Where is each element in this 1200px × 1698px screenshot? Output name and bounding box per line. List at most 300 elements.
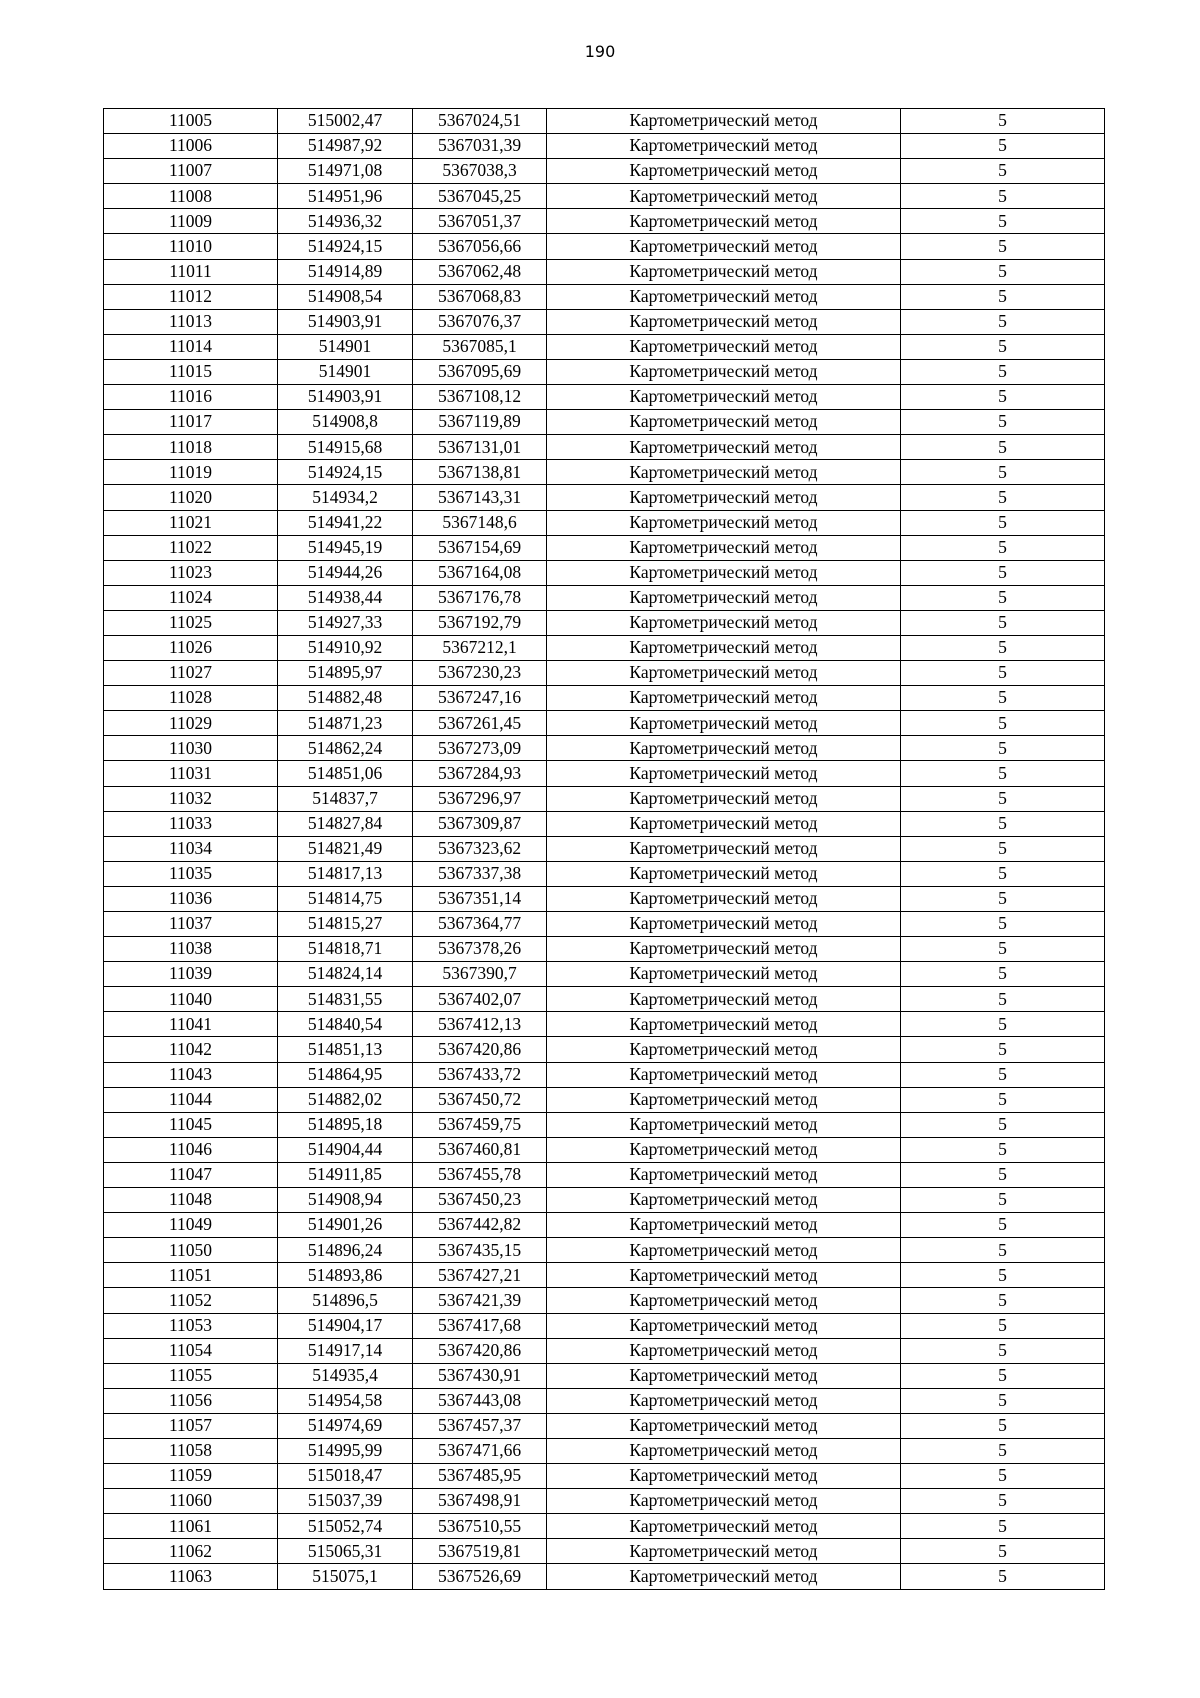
point-number-cell: 11053	[104, 1313, 278, 1338]
x-coordinate-cell: 514917,14	[278, 1338, 413, 1363]
accuracy-cell: 5	[901, 1188, 1105, 1213]
y-coordinate-cell: 5367323,62	[413, 836, 547, 861]
table-row	[104, 635, 1105, 660]
point-number-cell: 11056	[104, 1388, 278, 1413]
point-number-cell: 11049	[104, 1213, 278, 1238]
x-coordinate-cell: 514908,54	[278, 284, 413, 309]
y-coordinate-cell: 5367284,93	[413, 761, 547, 786]
table-row	[104, 610, 1105, 635]
accuracy-cell: 5	[901, 1338, 1105, 1363]
y-coordinate-cell: 5367045,25	[413, 184, 547, 209]
table-row	[104, 1388, 1105, 1413]
accuracy-cell: 5	[901, 585, 1105, 610]
accuracy-cell: 5	[901, 1288, 1105, 1313]
accuracy-cell: 5	[901, 886, 1105, 911]
y-coordinate-cell: 5367351,14	[413, 886, 547, 911]
method-cell: Картометрический метод	[547, 1514, 901, 1539]
point-number-cell: 11044	[104, 1087, 278, 1112]
accuracy-cell: 5	[901, 635, 1105, 660]
point-number-cell: 11035	[104, 861, 278, 886]
table-row	[104, 1012, 1105, 1037]
method-cell: Картометрический метод	[547, 485, 901, 510]
x-coordinate-cell: 514814,75	[278, 886, 413, 911]
y-coordinate-cell: 5367442,82	[413, 1213, 547, 1238]
point-number-cell: 11059	[104, 1464, 278, 1489]
method-cell: Картометрический метод	[547, 1388, 901, 1413]
method-cell: Картометрический метод	[547, 987, 901, 1012]
x-coordinate-cell: 514995,99	[278, 1438, 413, 1463]
accuracy-cell: 5	[901, 1087, 1105, 1112]
point-number-cell: 11052	[104, 1288, 278, 1313]
table-row	[104, 861, 1105, 886]
point-number-cell: 11014	[104, 334, 278, 359]
x-coordinate-cell: 515075,1	[278, 1564, 413, 1589]
accuracy-cell: 5	[901, 1438, 1105, 1463]
accuracy-cell: 5	[901, 435, 1105, 460]
method-cell: Картометрический метод	[547, 786, 901, 811]
x-coordinate-cell: 514895,97	[278, 661, 413, 686]
method-cell: Картометрический метод	[547, 1313, 901, 1338]
x-coordinate-cell: 514837,7	[278, 786, 413, 811]
y-coordinate-cell: 5367485,95	[413, 1464, 547, 1489]
table-row	[104, 1464, 1105, 1489]
table-row	[104, 1213, 1105, 1238]
accuracy-cell: 5	[901, 109, 1105, 134]
point-number-cell: 11038	[104, 937, 278, 962]
accuracy-cell: 5	[901, 1238, 1105, 1263]
method-cell: Картометрический метод	[547, 1438, 901, 1463]
y-coordinate-cell: 5367433,72	[413, 1062, 547, 1087]
point-number-cell: 11046	[104, 1137, 278, 1162]
table-row	[104, 1313, 1105, 1338]
point-number-cell: 11009	[104, 209, 278, 234]
y-coordinate-cell: 5367031,39	[413, 134, 547, 159]
x-coordinate-cell: 514901	[278, 334, 413, 359]
method-cell: Картометрический метод	[547, 309, 901, 334]
x-coordinate-cell: 514904,17	[278, 1313, 413, 1338]
point-number-cell: 11026	[104, 635, 278, 660]
accuracy-cell: 5	[901, 485, 1105, 510]
table-row	[104, 1564, 1105, 1589]
y-coordinate-cell: 5367056,66	[413, 234, 547, 259]
table-row	[104, 159, 1105, 184]
y-coordinate-cell: 5367457,37	[413, 1413, 547, 1438]
x-coordinate-cell: 514914,89	[278, 259, 413, 284]
x-coordinate-cell: 515018,47	[278, 1464, 413, 1489]
x-coordinate-cell: 514911,85	[278, 1162, 413, 1187]
point-number-cell: 11005	[104, 109, 278, 134]
x-coordinate-cell: 514971,08	[278, 159, 413, 184]
accuracy-cell: 5	[901, 184, 1105, 209]
table-row	[104, 661, 1105, 686]
y-coordinate-cell: 5367420,86	[413, 1338, 547, 1363]
point-number-cell: 11051	[104, 1263, 278, 1288]
x-coordinate-cell: 514896,5	[278, 1288, 413, 1313]
point-number-cell: 11020	[104, 485, 278, 510]
accuracy-cell: 5	[901, 510, 1105, 535]
y-coordinate-cell: 5367510,55	[413, 1514, 547, 1539]
x-coordinate-cell: 514935,4	[278, 1363, 413, 1388]
x-coordinate-cell: 514893,86	[278, 1263, 413, 1288]
y-coordinate-cell: 5367076,37	[413, 309, 547, 334]
method-cell: Картометрический метод	[547, 811, 901, 836]
method-cell: Картометрический метод	[547, 284, 901, 309]
point-number-cell: 11019	[104, 460, 278, 485]
accuracy-cell: 5	[901, 736, 1105, 761]
table-body	[104, 109, 1105, 1590]
method-cell: Картометрический метод	[547, 886, 901, 911]
table-row	[104, 736, 1105, 761]
method-cell: Картометрический метод	[547, 184, 901, 209]
table-row	[104, 886, 1105, 911]
point-number-cell: 11010	[104, 234, 278, 259]
accuracy-cell: 5	[901, 1112, 1105, 1137]
table-row	[104, 1489, 1105, 1514]
table-row	[104, 359, 1105, 384]
y-coordinate-cell: 5367038,3	[413, 159, 547, 184]
table-row	[104, 309, 1105, 334]
method-cell: Картометрический метод	[547, 334, 901, 359]
x-coordinate-cell: 514915,68	[278, 435, 413, 460]
method-cell: Картометрический метод	[547, 1037, 901, 1062]
x-coordinate-cell: 514924,15	[278, 460, 413, 485]
accuracy-cell: 5	[901, 1162, 1105, 1187]
y-coordinate-cell: 5367164,08	[413, 560, 547, 585]
table-row	[104, 1137, 1105, 1162]
y-coordinate-cell: 5367148,6	[413, 510, 547, 535]
point-number-cell: 11039	[104, 962, 278, 987]
method-cell: Картометрический метод	[547, 1112, 901, 1137]
point-number-cell: 11050	[104, 1238, 278, 1263]
accuracy-cell: 5	[901, 711, 1105, 736]
point-number-cell: 11013	[104, 309, 278, 334]
y-coordinate-cell: 5367460,81	[413, 1137, 547, 1162]
method-cell: Картометрический метод	[547, 861, 901, 886]
table-row	[104, 1514, 1105, 1539]
accuracy-cell: 5	[901, 761, 1105, 786]
x-coordinate-cell: 514938,44	[278, 585, 413, 610]
x-coordinate-cell: 514951,96	[278, 184, 413, 209]
method-cell: Картометрический метод	[547, 1564, 901, 1589]
accuracy-cell: 5	[901, 1413, 1105, 1438]
y-coordinate-cell: 5367526,69	[413, 1564, 547, 1589]
accuracy-cell: 5	[901, 1564, 1105, 1589]
table-row	[104, 761, 1105, 786]
x-coordinate-cell: 515065,31	[278, 1539, 413, 1564]
accuracy-cell: 5	[901, 610, 1105, 635]
x-coordinate-cell: 514818,71	[278, 937, 413, 962]
method-cell: Картометрический метод	[547, 1288, 901, 1313]
y-coordinate-cell: 5367309,87	[413, 811, 547, 836]
y-coordinate-cell: 5367420,86	[413, 1037, 547, 1062]
x-coordinate-cell: 514903,91	[278, 385, 413, 410]
y-coordinate-cell: 5367176,78	[413, 585, 547, 610]
point-number-cell: 11015	[104, 359, 278, 384]
y-coordinate-cell: 5367390,7	[413, 962, 547, 987]
x-coordinate-cell: 514901,26	[278, 1213, 413, 1238]
point-number-cell: 11054	[104, 1338, 278, 1363]
y-coordinate-cell: 5367062,48	[413, 259, 547, 284]
x-coordinate-cell: 514862,24	[278, 736, 413, 761]
x-coordinate-cell: 514903,91	[278, 309, 413, 334]
accuracy-cell: 5	[901, 811, 1105, 836]
table-row	[104, 1112, 1105, 1137]
point-number-cell: 11007	[104, 159, 278, 184]
point-number-cell: 11006	[104, 134, 278, 159]
y-coordinate-cell: 5367417,68	[413, 1313, 547, 1338]
point-number-cell: 11055	[104, 1363, 278, 1388]
x-coordinate-cell: 514945,19	[278, 535, 413, 560]
table-row	[104, 987, 1105, 1012]
method-cell: Картометрический метод	[547, 134, 901, 159]
table-row	[104, 686, 1105, 711]
method-cell: Картометрический метод	[547, 109, 901, 134]
method-cell: Картометрический метод	[547, 836, 901, 861]
method-cell: Картометрический метод	[547, 912, 901, 937]
y-coordinate-cell: 5367119,89	[413, 410, 547, 435]
y-coordinate-cell: 5367192,79	[413, 610, 547, 635]
point-number-cell: 11045	[104, 1112, 278, 1137]
y-coordinate-cell: 5367427,21	[413, 1263, 547, 1288]
method-cell: Картометрический метод	[547, 435, 901, 460]
point-number-cell: 11058	[104, 1438, 278, 1463]
y-coordinate-cell: 5367364,77	[413, 912, 547, 937]
point-number-cell: 11037	[104, 912, 278, 937]
method-cell: Картометрический метод	[547, 1464, 901, 1489]
accuracy-cell: 5	[901, 937, 1105, 962]
x-coordinate-cell: 514904,44	[278, 1137, 413, 1162]
table-row	[104, 711, 1105, 736]
x-coordinate-cell: 514871,23	[278, 711, 413, 736]
y-coordinate-cell: 5367261,45	[413, 711, 547, 736]
table-row	[104, 811, 1105, 836]
y-coordinate-cell: 5367085,1	[413, 334, 547, 359]
y-coordinate-cell: 5367230,23	[413, 661, 547, 686]
accuracy-cell: 5	[901, 861, 1105, 886]
point-number-cell: 11043	[104, 1062, 278, 1087]
table-row	[104, 912, 1105, 937]
x-coordinate-cell: 515002,47	[278, 109, 413, 134]
method-cell: Картометрический метод	[547, 359, 901, 384]
method-cell: Картометрический метод	[547, 1087, 901, 1112]
method-cell: Картометрический метод	[547, 761, 901, 786]
y-coordinate-cell: 5367498,91	[413, 1489, 547, 1514]
point-number-cell: 11029	[104, 711, 278, 736]
accuracy-cell: 5	[901, 359, 1105, 384]
x-coordinate-cell: 514827,84	[278, 811, 413, 836]
x-coordinate-cell: 514908,94	[278, 1188, 413, 1213]
accuracy-cell: 5	[901, 535, 1105, 560]
table-row	[104, 284, 1105, 309]
table-row	[104, 535, 1105, 560]
table-row	[104, 1263, 1105, 1288]
x-coordinate-cell: 514987,92	[278, 134, 413, 159]
table-row	[104, 485, 1105, 510]
accuracy-cell: 5	[901, 1388, 1105, 1413]
accuracy-cell: 5	[901, 134, 1105, 159]
point-number-cell: 11040	[104, 987, 278, 1012]
accuracy-cell: 5	[901, 1313, 1105, 1338]
accuracy-cell: 5	[901, 209, 1105, 234]
point-number-cell: 11062	[104, 1539, 278, 1564]
accuracy-cell: 5	[901, 560, 1105, 585]
table-row	[104, 560, 1105, 585]
accuracy-cell: 5	[901, 259, 1105, 284]
method-cell: Картометрический метод	[547, 1213, 901, 1238]
accuracy-cell: 5	[901, 1062, 1105, 1087]
table-row	[104, 786, 1105, 811]
y-coordinate-cell: 5367450,72	[413, 1087, 547, 1112]
method-cell: Картометрический метод	[547, 962, 901, 987]
method-cell: Картометрический метод	[547, 159, 901, 184]
method-cell: Картометрический метод	[547, 1413, 901, 1438]
y-coordinate-cell: 5367337,38	[413, 861, 547, 886]
x-coordinate-cell: 514815,27	[278, 912, 413, 937]
method-cell: Картометрический метод	[547, 209, 901, 234]
table-row	[104, 234, 1105, 259]
method-cell: Картометрический метод	[547, 937, 901, 962]
point-number-cell: 11011	[104, 259, 278, 284]
table-row	[104, 1539, 1105, 1564]
table-row	[104, 1288, 1105, 1313]
method-cell: Картометрический метод	[547, 686, 901, 711]
point-number-cell: 11008	[104, 184, 278, 209]
point-number-cell: 11012	[104, 284, 278, 309]
point-number-cell: 11021	[104, 510, 278, 535]
accuracy-cell: 5	[901, 912, 1105, 937]
y-coordinate-cell: 5367024,51	[413, 109, 547, 134]
accuracy-cell: 5	[901, 786, 1105, 811]
x-coordinate-cell: 514941,22	[278, 510, 413, 535]
table-row	[104, 585, 1105, 610]
method-cell: Картометрический метод	[547, 1238, 901, 1263]
accuracy-cell: 5	[901, 1012, 1105, 1037]
x-coordinate-cell: 514954,58	[278, 1388, 413, 1413]
point-number-cell: 11018	[104, 435, 278, 460]
x-coordinate-cell: 514864,95	[278, 1062, 413, 1087]
x-coordinate-cell: 514908,8	[278, 410, 413, 435]
point-number-cell: 11016	[104, 385, 278, 410]
accuracy-cell: 5	[901, 1263, 1105, 1288]
table-row	[104, 334, 1105, 359]
table-row	[104, 134, 1105, 159]
method-cell: Картометрический метод	[547, 234, 901, 259]
x-coordinate-cell: 515052,74	[278, 1514, 413, 1539]
y-coordinate-cell: 5367412,13	[413, 1012, 547, 1037]
point-number-cell: 11060	[104, 1489, 278, 1514]
x-coordinate-cell: 514882,02	[278, 1087, 413, 1112]
x-coordinate-cell: 514974,69	[278, 1413, 413, 1438]
table-row	[104, 209, 1105, 234]
accuracy-cell: 5	[901, 334, 1105, 359]
x-coordinate-cell: 514924,15	[278, 234, 413, 259]
accuracy-cell: 5	[901, 159, 1105, 184]
table-row	[104, 109, 1105, 134]
y-coordinate-cell: 5367154,69	[413, 535, 547, 560]
method-cell: Картометрический метод	[547, 259, 901, 284]
x-coordinate-cell: 514927,33	[278, 610, 413, 635]
point-number-cell: 11036	[104, 886, 278, 911]
table-row	[104, 1037, 1105, 1062]
method-cell: Картометрический метод	[547, 711, 901, 736]
accuracy-cell: 5	[901, 1137, 1105, 1162]
method-cell: Картометрический метод	[547, 1188, 901, 1213]
y-coordinate-cell: 5367296,97	[413, 786, 547, 811]
y-coordinate-cell: 5367435,15	[413, 1238, 547, 1263]
table-row	[104, 836, 1105, 861]
y-coordinate-cell: 5367051,37	[413, 209, 547, 234]
point-number-cell: 11057	[104, 1413, 278, 1438]
method-cell: Картометрический метод	[547, 610, 901, 635]
point-number-cell: 11034	[104, 836, 278, 861]
point-number-cell: 11041	[104, 1012, 278, 1037]
table-row	[104, 1338, 1105, 1363]
accuracy-cell: 5	[901, 1489, 1105, 1514]
table-row	[104, 259, 1105, 284]
method-cell: Картометрический метод	[547, 560, 901, 585]
y-coordinate-cell: 5367068,83	[413, 284, 547, 309]
x-coordinate-cell: 514882,48	[278, 686, 413, 711]
y-coordinate-cell: 5367443,08	[413, 1388, 547, 1413]
y-coordinate-cell: 5367455,78	[413, 1162, 547, 1187]
point-number-cell: 11028	[104, 686, 278, 711]
accuracy-cell: 5	[901, 836, 1105, 861]
x-coordinate-cell: 514895,18	[278, 1112, 413, 1137]
table-row	[104, 962, 1105, 987]
y-coordinate-cell: 5367430,91	[413, 1363, 547, 1388]
y-coordinate-cell: 5367138,81	[413, 460, 547, 485]
x-coordinate-cell: 514851,13	[278, 1037, 413, 1062]
accuracy-cell: 5	[901, 987, 1105, 1012]
point-number-cell: 11024	[104, 585, 278, 610]
x-coordinate-cell: 514851,06	[278, 761, 413, 786]
table-row	[104, 1162, 1105, 1187]
y-coordinate-cell: 5367108,12	[413, 385, 547, 410]
x-coordinate-cell: 514824,14	[278, 962, 413, 987]
y-coordinate-cell: 5367212,1	[413, 635, 547, 660]
accuracy-cell: 5	[901, 385, 1105, 410]
table-row	[104, 1438, 1105, 1463]
method-cell: Картометрический метод	[547, 635, 901, 660]
method-cell: Картометрический метод	[547, 1539, 901, 1564]
coordinates-table	[103, 108, 1105, 1590]
accuracy-cell: 5	[901, 234, 1105, 259]
method-cell: Картометрический метод	[547, 385, 901, 410]
table-row	[104, 937, 1105, 962]
y-coordinate-cell: 5367131,01	[413, 435, 547, 460]
accuracy-cell: 5	[901, 1539, 1105, 1564]
accuracy-cell: 5	[901, 284, 1105, 309]
point-number-cell: 11025	[104, 610, 278, 635]
accuracy-cell: 5	[901, 1464, 1105, 1489]
point-number-cell: 11048	[104, 1188, 278, 1213]
accuracy-cell: 5	[901, 410, 1105, 435]
point-number-cell: 11033	[104, 811, 278, 836]
y-coordinate-cell: 5367095,69	[413, 359, 547, 384]
y-coordinate-cell: 5367247,16	[413, 686, 547, 711]
page-number: 190	[584, 42, 616, 61]
table-row	[104, 1363, 1105, 1388]
y-coordinate-cell: 5367471,66	[413, 1438, 547, 1463]
method-cell: Картометрический метод	[547, 1489, 901, 1514]
point-number-cell: 11023	[104, 560, 278, 585]
x-coordinate-cell: 514817,13	[278, 861, 413, 886]
x-coordinate-cell: 514910,92	[278, 635, 413, 660]
method-cell: Картометрический метод	[547, 1062, 901, 1087]
point-number-cell: 11042	[104, 1037, 278, 1062]
y-coordinate-cell: 5367402,07	[413, 987, 547, 1012]
y-coordinate-cell: 5367450,23	[413, 1188, 547, 1213]
